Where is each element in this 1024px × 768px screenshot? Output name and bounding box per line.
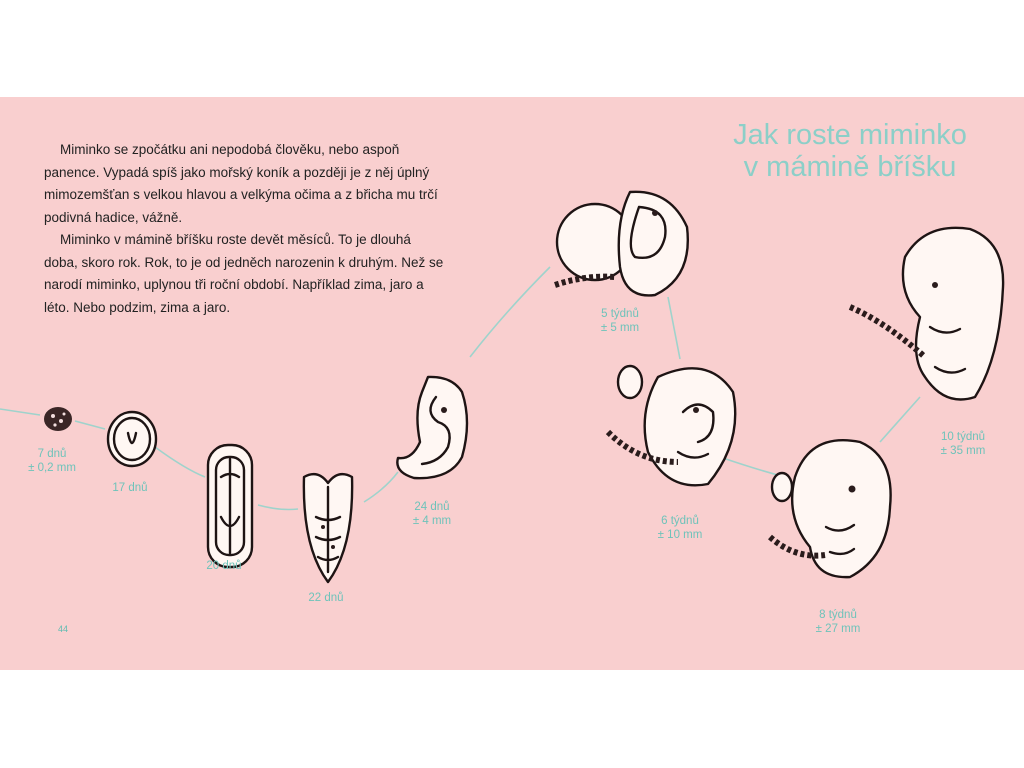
page-number: 44 — [58, 624, 69, 634]
embryo-20-days — [208, 445, 252, 567]
stage-age: 24 dnů — [414, 501, 450, 513]
embryo-5-weeks — [555, 192, 688, 296]
stage-label-20-days — [179, 559, 269, 573]
stage-age: 20 dnů — [206, 560, 242, 572]
stage-size: ± 0,2 mm — [28, 462, 76, 474]
stage-size: ± 5 mm — [600, 322, 640, 334]
stage-size: ± 4 mm — [412, 515, 452, 527]
stage-label-6-weeks — [635, 514, 725, 542]
stage-label-24-days — [387, 500, 477, 528]
stage-label-22-days — [281, 591, 371, 605]
stage-age: 6 týdnů — [661, 515, 699, 527]
stage-label-10-weeks — [918, 430, 1008, 458]
embryo-10-weeks — [850, 228, 1003, 400]
stage-size: ± 35 mm — [940, 445, 986, 457]
stage-age: 17 dnů — [112, 482, 148, 494]
embryo-8-weeks — [770, 440, 891, 577]
stage-age: 8 týdnů — [819, 609, 857, 621]
stage-label-5-weeks — [575, 307, 665, 335]
embryo-illustrations — [0, 97, 1024, 670]
stage-age: 10 týdnů — [940, 431, 986, 443]
stage-label-17-days — [85, 481, 175, 495]
title-line-1: Jak roste miminko — [733, 119, 967, 151]
book-page — [0, 97, 1024, 670]
embryo-6-weeks — [608, 366, 735, 485]
stage-size: ± 27 mm — [815, 623, 861, 635]
stage-age: 22 dnů — [308, 592, 344, 604]
paragraph-1: Miminko se zpočátku ani nepodobá člověku, nebo aspoň panence. Vypadá spíš jako mořský koník a později je z něj úplný mimozemšťan s velkou hlavou a velkýma očima a z břicha mu trčí podivná hadice, vážně. — [44, 142, 438, 225]
stage-label-7-days — [7, 447, 97, 475]
embryo-24-days — [397, 377, 467, 478]
title-line-2: v mámině bříšku — [743, 151, 957, 183]
stage-age: 5 týdnů — [601, 308, 639, 320]
stage-label-8-weeks — [793, 608, 883, 636]
embryo-22-days — [304, 474, 352, 582]
stage-size: ± 10 mm — [657, 529, 703, 541]
paragraph-2: Miminko v mámině bříšku roste devět měsíců. To je dlouhá doba, skoro rok. Rok, to je od jedněch narozenin k druhým. Než se narodí miminko, uplynou tři roční období. Například zima, jaro a léto. Nebo podzim, zima a jaro. — [44, 232, 444, 315]
embryo-7-days — [44, 407, 72, 431]
embryo-17-days — [108, 412, 156, 466]
stage-age: 7 dnů — [37, 448, 67, 460]
